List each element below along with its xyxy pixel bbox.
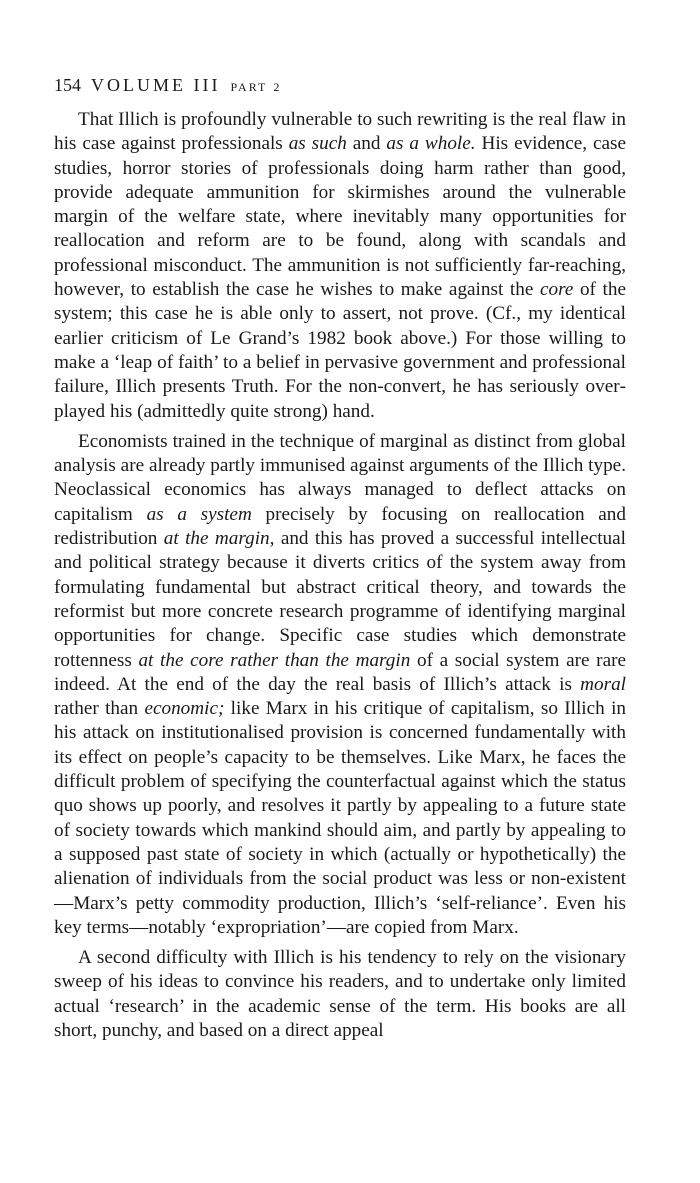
paragraph-3 — [54, 946, 626, 1043]
book-page — [54, 72, 626, 1043]
italic-text: at the margin, — [163, 528, 275, 550]
italic-text: core — [539, 279, 574, 301]
part-number: 2 — [273, 80, 280, 94]
body-text — [54, 108, 626, 1043]
text-run: and — [346, 133, 387, 155]
running-head — [54, 72, 626, 100]
italic-text: as a system — [146, 503, 252, 525]
text-run: and this has proved a successful intellectual and political strategy because it diverts critics of the system away from formulating fundamental but abstract critical theory, and towards the reformist but more concrete research programme of identifying marginal opportunities for change. Specific case studies which demonstrate rottenness — [54, 528, 627, 671]
text-run: of the system; this case he is able only to assert, not prove. (Cf., my identical earlier criticism of Le Grand’s 1982 book above.) For those willing to make a ‘leap of faith’ to a belief in pervasive government and professional failure, Illich presents Truth. For the non-convert, he has seriously overplayed his (admittedly quite strong) hand. — [54, 279, 626, 422]
italic-text: moral — [580, 673, 626, 695]
italic-text: as a whole. — [386, 133, 476, 155]
text-run: His evidence, case studies, horror stories of professionals doing harm rather than good, provide adequate ammunition for skirmishes around the vulnerable margin of the welfare state, where inevitably many opportunities for reallocation and reform are to be found, along with scandals and professional misconduct. The ammunition is not sufficiently far-reaching, however, to establish the case he wishes to make against the — [54, 133, 626, 301]
text-run: A second difficulty with Illich is his tendency to rely on the visionary sweep of his ideas to convince his readers, and to undertake only limited actual ‘research’ in the academic sense of the term. His books are all short, punchy, and based on a direct appeal — [54, 947, 626, 1041]
text-run: like Marx in his critique of capitalism, so Illich in his attack on institutionalised provision is concerned fundamentally with its effect on people’s capacity to be themselves. Like Marx, he faces the difficult problem of specifying the counterfactual against which the status quo shows up poorly, and resolves it partly by appealing to a future state of society towards which mankind should aim, and partly by appealing to a supposed past state of society in which (actually or hypothetically) the alienation of individuals from the social product was less or non-existent—Marx’s petty commodity production, Illich’s ‘self-reliance’. Even his key terms—notably ‘expropriation’—are copied from Marx. — [54, 698, 626, 938]
text-run: of a social system are rare indeed. At the end of the day the real basis of Illich’s attack is — [54, 649, 626, 695]
volume-label: VOLUME III — [91, 75, 221, 95]
text-run: precisely by focusing on reallocation and redistribution — [54, 503, 626, 550]
paragraph-1 — [54, 108, 626, 424]
page-number: 154 — [54, 75, 81, 95]
italic-text: at the core rather than the margin — [138, 649, 411, 671]
part-label: PART — [230, 80, 268, 94]
text-run: Economists trained in the technique of marginal as distinct from global analysis are already partly immunised against arguments of the Illich type. Neoclassical economics has always managed to deflect attacks on capitalism — [54, 430, 626, 525]
text-run: That Illich is profoundly vulnerable to such rewriting is the real flaw in his case against professionals — [54, 109, 626, 155]
text-run: rather than — [54, 698, 145, 720]
italic-text: as such — [288, 133, 347, 155]
paragraph-2 — [54, 430, 626, 940]
italic-text: economic; — [144, 698, 225, 720]
